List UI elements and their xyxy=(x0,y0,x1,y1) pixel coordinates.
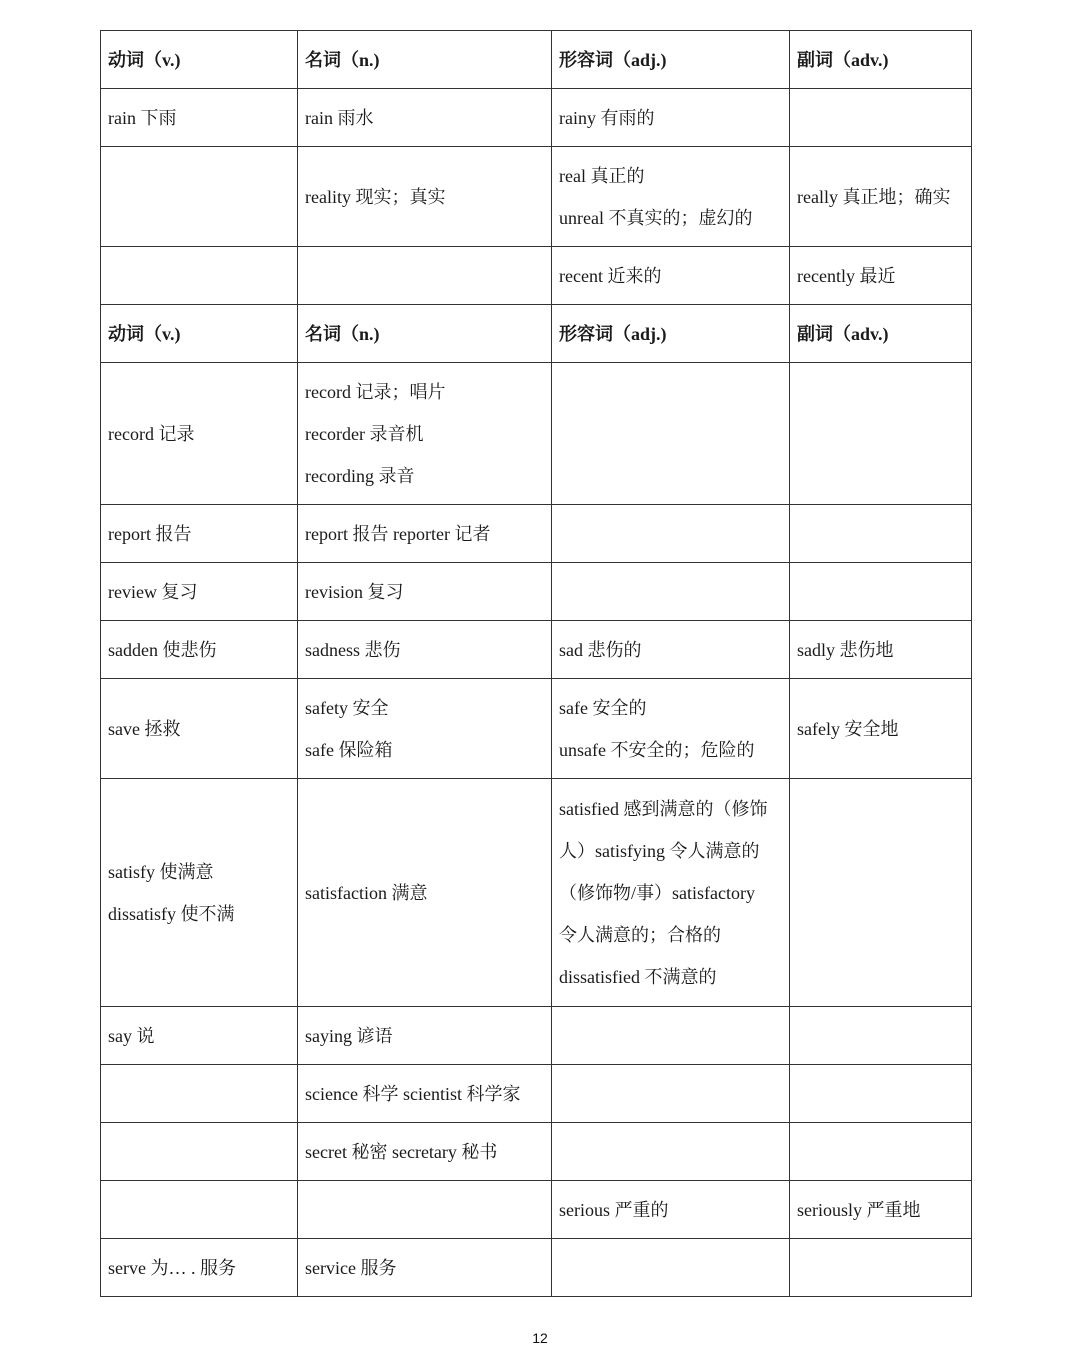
adj-entry: safe 安全的 xyxy=(559,697,647,718)
table-row xyxy=(101,1123,972,1181)
header-adv: 副词（adv.) xyxy=(790,305,972,363)
header-verb: 动词（v.) xyxy=(101,31,298,89)
header-adv: 副词（adv.) xyxy=(790,31,972,89)
verb-cell xyxy=(101,1065,298,1123)
adj-entry: dissatisfied 不满意的 xyxy=(559,966,717,987)
verb-entry: rain 下雨 xyxy=(108,107,177,128)
noun-entry: rain 雨水 xyxy=(305,107,374,128)
verb-cell xyxy=(101,1181,298,1239)
noun-entry: safe 保险箱 xyxy=(305,739,393,760)
table-row xyxy=(101,1181,972,1239)
table-row xyxy=(101,1239,972,1297)
noun-entry: recording 录音 xyxy=(305,465,415,486)
adj-entry: 令人满意的；合格的 xyxy=(559,924,721,945)
adv-cell xyxy=(790,1181,972,1239)
adj-cell xyxy=(552,563,790,621)
adj-entry: real 真正的 xyxy=(559,165,645,186)
header-adj: 形容词（adj.) xyxy=(552,31,790,89)
adv-cell xyxy=(790,679,972,779)
adv-cell xyxy=(790,505,972,563)
adv-cell xyxy=(790,147,972,247)
table-header-row xyxy=(101,305,972,363)
adj-entry: satisfied 感到满意的（修饰 xyxy=(559,798,768,819)
table-row xyxy=(101,621,972,679)
verb-cell xyxy=(101,505,298,563)
adv-entry: safely 安全地 xyxy=(797,718,899,739)
verb-entry: serve 为… . 服务 xyxy=(108,1257,236,1278)
noun-cell xyxy=(298,247,552,305)
noun-cell xyxy=(298,147,552,247)
adj-entry: unreal 不真实的；虚幻的 xyxy=(559,207,753,228)
verb-cell xyxy=(101,1123,298,1181)
verb-entry: save 拯救 xyxy=(108,718,181,739)
noun-cell xyxy=(298,363,552,505)
header-verb: 动词（v.) xyxy=(101,305,298,363)
adv-cell xyxy=(790,621,972,679)
verb-cell xyxy=(101,1239,298,1297)
noun-cell xyxy=(298,505,552,563)
verb-entry: review 复习 xyxy=(108,581,198,602)
table-header-row xyxy=(101,31,972,89)
verb-cell xyxy=(101,1007,298,1065)
noun-cell xyxy=(298,621,552,679)
adj-cell xyxy=(552,1007,790,1065)
adv-cell xyxy=(790,247,972,305)
noun-cell xyxy=(298,1181,552,1239)
verb-cell xyxy=(101,779,298,1007)
noun-entry: saying 谚语 xyxy=(305,1025,393,1046)
noun-cell xyxy=(298,563,552,621)
adj-entry: rainy 有雨的 xyxy=(559,107,655,128)
adv-entry: seriously 严重地 xyxy=(797,1199,921,1220)
adj-cell xyxy=(552,621,790,679)
table-row xyxy=(101,1065,972,1123)
adv-cell xyxy=(790,1239,972,1297)
noun-cell xyxy=(298,779,552,1007)
adv-cell xyxy=(790,1065,972,1123)
verb-cell xyxy=(101,89,298,147)
adj-entry: （修饰物/事）satisfactory xyxy=(559,882,755,903)
adv-entry: sadly 悲伤地 xyxy=(797,639,894,660)
noun-entry: secret 秘密 secretary 秘书 xyxy=(305,1141,498,1162)
vocabulary-table xyxy=(100,30,972,1297)
adv-cell xyxy=(790,779,972,1007)
adv-entry: really 真正地；确实 xyxy=(797,186,951,207)
verb-cell xyxy=(101,679,298,779)
table-row xyxy=(101,147,972,247)
noun-cell xyxy=(298,679,552,779)
noun-cell xyxy=(298,1239,552,1297)
verb-entry: report 报告 xyxy=(108,523,192,544)
verb-cell xyxy=(101,147,298,247)
table-row xyxy=(101,779,972,1007)
table-row xyxy=(101,505,972,563)
verb-entry: record 记录 xyxy=(108,423,195,444)
adj-cell xyxy=(552,363,790,505)
adj-entry: 人）satisfying 令人满意的 xyxy=(559,840,760,861)
adj-cell xyxy=(552,779,790,1007)
adv-entry: recently 最近 xyxy=(797,265,896,286)
noun-cell xyxy=(298,1065,552,1123)
adj-cell xyxy=(552,1239,790,1297)
noun-entry: satisfaction 满意 xyxy=(305,882,428,903)
adv-cell xyxy=(790,1007,972,1065)
verb-cell xyxy=(101,621,298,679)
adj-cell xyxy=(552,247,790,305)
verb-entry: dissatisfy 使不满 xyxy=(108,903,235,924)
table-row xyxy=(101,679,972,779)
table-row xyxy=(101,563,972,621)
adj-entry: unsafe 不安全的；危险的 xyxy=(559,739,755,760)
adv-cell xyxy=(790,89,972,147)
adj-cell xyxy=(552,147,790,247)
verb-entry: say 说 xyxy=(108,1025,155,1046)
noun-entry: service 服务 xyxy=(305,1257,397,1278)
noun-cell xyxy=(298,1007,552,1065)
verb-entry: satisfy 使满意 xyxy=(108,861,214,882)
noun-entry: sadness 悲伤 xyxy=(305,639,401,660)
adj-cell xyxy=(552,1181,790,1239)
noun-cell xyxy=(298,89,552,147)
noun-entry: recorder 录音机 xyxy=(305,423,424,444)
noun-entry: revision 复习 xyxy=(305,581,404,602)
table-row xyxy=(101,1007,972,1065)
noun-entry: reality 现实；真实 xyxy=(305,186,446,207)
table-row xyxy=(101,363,972,505)
noun-entry: record 记录；唱片 xyxy=(305,381,446,402)
adj-cell xyxy=(552,89,790,147)
verb-cell xyxy=(101,363,298,505)
adv-cell xyxy=(790,1123,972,1181)
page-number: 12 xyxy=(532,1330,548,1346)
adj-cell xyxy=(552,505,790,563)
noun-entry: safety 安全 xyxy=(305,697,389,718)
table-row xyxy=(101,89,972,147)
adv-cell xyxy=(790,363,972,505)
verb-cell xyxy=(101,247,298,305)
adj-entry: recent 近来的 xyxy=(559,265,662,286)
header-adj: 形容词（adj.) xyxy=(552,305,790,363)
header-noun: 名词（n.) xyxy=(298,31,552,89)
noun-entry: science 科学 scientist 科学家 xyxy=(305,1083,521,1104)
adj-cell xyxy=(552,1123,790,1181)
table-row xyxy=(101,247,972,305)
noun-entry: report 报告 reporter 记者 xyxy=(305,523,491,544)
header-noun: 名词（n.) xyxy=(298,305,552,363)
adv-cell xyxy=(790,563,972,621)
adj-entry: sad 悲伤的 xyxy=(559,639,642,660)
adj-cell xyxy=(552,1065,790,1123)
adj-cell xyxy=(552,679,790,779)
noun-cell xyxy=(298,1123,552,1181)
verb-entry: sadden 使悲伤 xyxy=(108,639,217,660)
adj-entry: serious 严重的 xyxy=(559,1199,669,1220)
verb-cell xyxy=(101,563,298,621)
